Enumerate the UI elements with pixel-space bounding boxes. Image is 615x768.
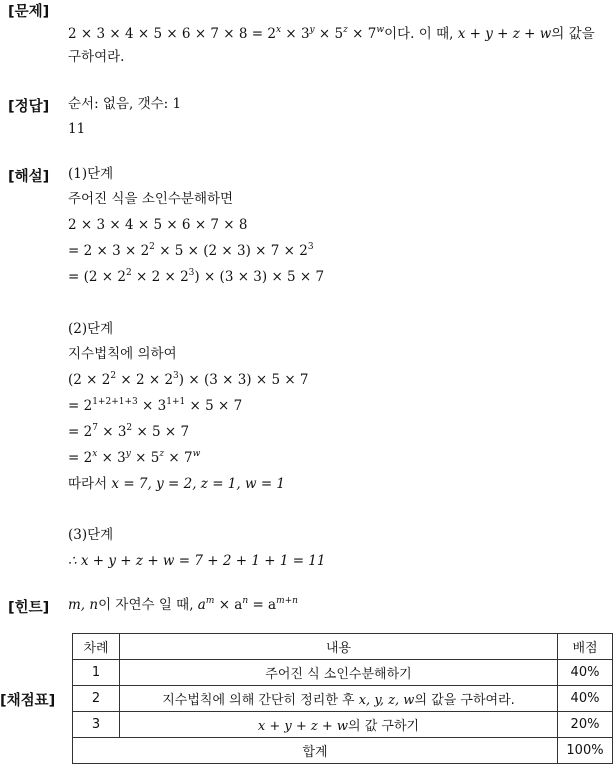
problem-equation: $2 \times 3 \times 4 \times 5 \times 6 \times 7 \times 8 = 2^x \times 3^y \times 5^z \times 7^w$: [68, 25, 385, 42]
step2-eq2: = $2^{1+2+1+3} \times 3^{1+1} \times 5 \times 7$: [68, 397, 243, 414]
problem-text: 이다. 이 때,: [384, 26, 458, 42]
hint-text: m, n이 자연수 일 때, $a^m \times a^n = a^{m+n}$: [68, 596, 298, 613]
row-number: 1: [73, 660, 120, 686]
grading-label: [채점표]: [0, 693, 56, 709]
problem-line-1: $2 \times 3 \times 4 \times 5 \times 6 \times 7 \times 8 = 2^x \times 3^y \times 5^z \times 7^w$이다. 이 때, x + y + z + w의 값을: [68, 25, 595, 42]
row-content: 지수법칙에 의해 간단히 정리한 후 x, y, z, w의 값을 구하여라.: [120, 686, 558, 712]
answer-value: 11: [68, 121, 86, 137]
step2-text: 지수법칙에 의하여: [68, 346, 177, 362]
step3-title: (3)단계: [68, 527, 114, 543]
grading-table: [72, 633, 613, 764]
table-row: [73, 712, 613, 738]
hint-label: [힌트]: [8, 600, 50, 616]
step2-eq1: $(2 \times 2^2 \times 2 \times 2^3) \times (3 \times 3) \times 5 \times 7$: [68, 371, 309, 388]
table-total-row: [73, 738, 613, 764]
step1-eq1: 2 × 3 × 4 × 5 × 6 × 7 × 8: [68, 217, 248, 233]
explanation-label: [해설]: [8, 169, 50, 185]
row-number: 2: [73, 686, 120, 712]
row-score: 40%: [558, 660, 613, 686]
row-score: 40%: [558, 686, 613, 712]
table-row: [73, 686, 613, 712]
problem-line-2: 구하여라.: [68, 49, 125, 65]
row-content: x + y + z + w의 값 구하기: [120, 712, 558, 738]
problem-sum: x + y + z + w: [457, 26, 552, 42]
step2-title: (2)단계: [68, 321, 114, 337]
row-content: 주어진 식 소인수분해하기: [120, 660, 558, 686]
table-header-row: [73, 634, 613, 660]
header-order: 차례: [73, 634, 120, 660]
row-number: 3: [73, 712, 120, 738]
answer-meta: 순서: 없음, 갯수: 1: [68, 96, 182, 112]
step1-text: 주어진 식을 소인수분해하면: [68, 191, 234, 207]
step2-conclusion: 따라서 x = 7, y = 2, z = 1, w = 1: [68, 476, 286, 492]
step1-title: (1)단계: [68, 166, 114, 182]
answer-label: [정답]: [8, 99, 50, 115]
total-label: 합계: [73, 738, 558, 764]
row-score: 20%: [558, 712, 613, 738]
header-score: 배점: [558, 634, 613, 660]
step1-eq3: = $(2 \times 2^2 \times 2 \times 2^3) \times (3 \times 3) \times 5 \times 7$: [68, 268, 325, 285]
header-content: 내용: [120, 634, 558, 660]
step2-eq4: = $2^x \times 3^y \times 5^z \times 7^w$: [68, 449, 201, 466]
table-row: [73, 660, 613, 686]
step3-eq: ∴ x + y + z + w = 7 + 2 + 1 + 1 = 11: [68, 553, 326, 569]
total-score: 100%: [558, 738, 613, 764]
step2-eq3: = $2^7 \times 3^2 \times 5 \times 7$: [68, 423, 190, 440]
problem-label: [문제]: [8, 4, 50, 20]
step1-eq2: = $2 \times 3 \times 2^2 \times 5 \times (2 \times 3) \times 7 \times 2^3$: [68, 242, 314, 259]
